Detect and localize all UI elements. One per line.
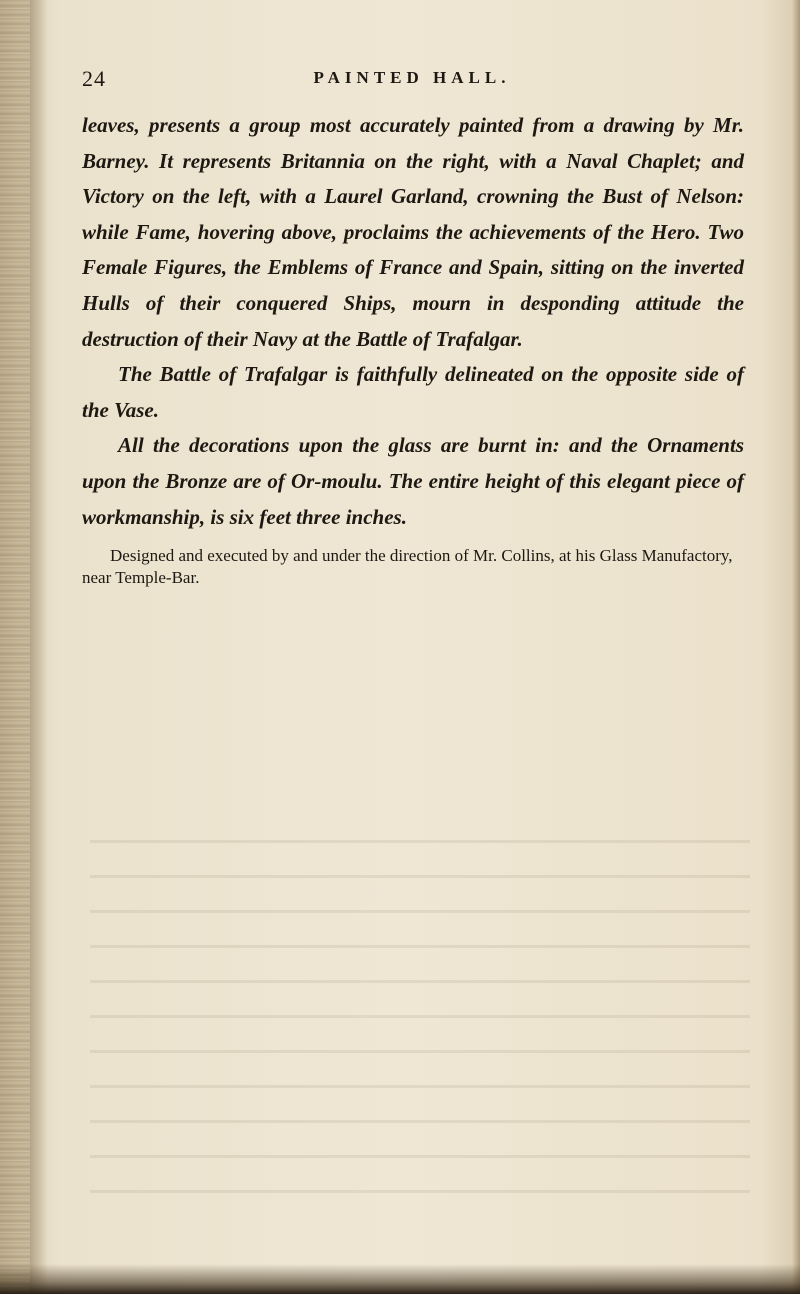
body-text — [82, 108, 744, 589]
paragraph-battle: The Battle of Trafalgar is faithfully delineated on the opposite side of the Vase. — [82, 362, 744, 422]
page-number: 24 — [82, 66, 106, 91]
page-bottom-edge — [0, 1264, 800, 1294]
paragraph-decorations: All the decorations upon the glass are burnt in: and the Ornaments upon the Bronze are of Or-moulu. The entire height of this elegant piece of workmanship, is six feet three inches. — [82, 433, 744, 529]
show-through-bleed — [90, 812, 750, 1212]
credit-line: Designed and executed by and under the direction of Mr. Collins, at his Glass Manufactory, near Temple-Bar. — [82, 546, 733, 588]
page-right-edge — [792, 0, 800, 1294]
page-binding-gutter — [0, 0, 30, 1294]
running-head: PAINTED HALL. — [313, 68, 511, 87]
credit-block — [82, 545, 744, 589]
paragraph-britannia: leaves, presents a group most accurately painted from a drawing by Mr. Barney. It represents Britannia on the right, with a Naval Chaplet; and Victory on the left, with a Laurel Garland, crowning the Bust of Nelson: while Fame, hovering above, proclaims the achievements of the Hero. Two Female Figures, the Emblems of France and Spain, sitting on the inverted Hulls of their conquered Ships, mourn in desponding attitude the destruction of their Navy at the Battle of Trafalgar. — [82, 113, 744, 351]
binding-shadow — [30, 0, 48, 1294]
page-header — [82, 66, 742, 96]
